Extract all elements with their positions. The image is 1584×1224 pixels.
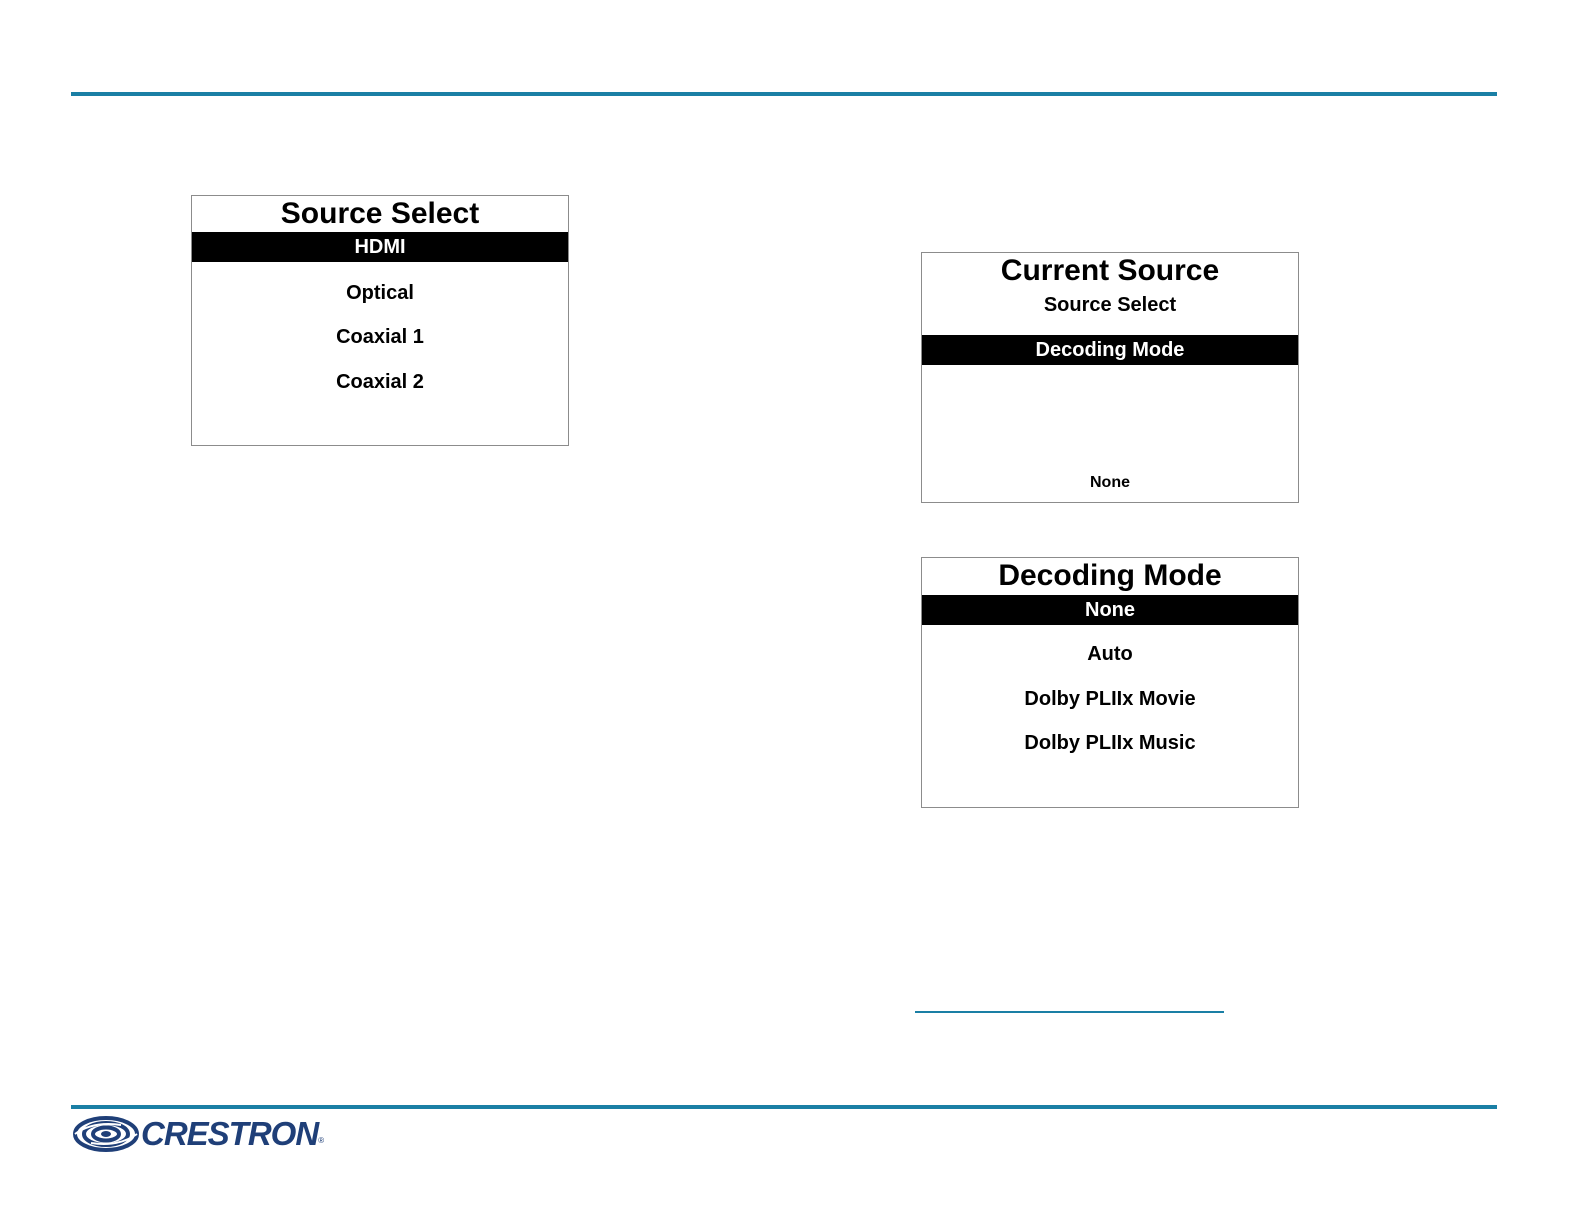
screen-title: Current Source: [1000, 254, 1220, 287]
registered-mark: ®: [318, 1136, 325, 1145]
selected-option-none[interactable]: None: [922, 595, 1298, 625]
option-auto[interactable]: Auto: [1087, 643, 1133, 665]
header-rule: [71, 92, 1497, 96]
option-coaxial-2[interactable]: Coaxial 2: [336, 371, 424, 393]
current-source-screen: [921, 252, 1299, 503]
link-underline[interactable]: [915, 1011, 1224, 1013]
selected-menu-item-decoding-mode[interactable]: Decoding Mode: [922, 335, 1298, 365]
source-select-screen: [191, 195, 569, 446]
screen-title: Source Select: [280, 197, 480, 230]
screen-title: Decoding Mode: [998, 559, 1222, 592]
selected-option-hdmi[interactable]: HDMI: [192, 232, 568, 262]
swirl-logo-icon: [73, 1115, 139, 1153]
logo-wordmark: CRESTRON: [141, 1115, 319, 1152]
footer-rule: [71, 1105, 1497, 1109]
decoding-mode-screen: [921, 557, 1299, 808]
menu-item-source-select[interactable]: Source Select: [1043, 294, 1177, 316]
option-dolby-pliix-movie[interactable]: Dolby PLIIx Movie: [1024, 688, 1196, 710]
decoding-mode-value: None: [1090, 474, 1130, 491]
crestron-logo: [73, 1115, 324, 1153]
option-dolby-pliix-music[interactable]: Dolby PLIIx Music: [1024, 732, 1196, 754]
option-coaxial-1[interactable]: Coaxial 1: [336, 326, 424, 348]
option-optical[interactable]: Optical: [346, 282, 414, 304]
